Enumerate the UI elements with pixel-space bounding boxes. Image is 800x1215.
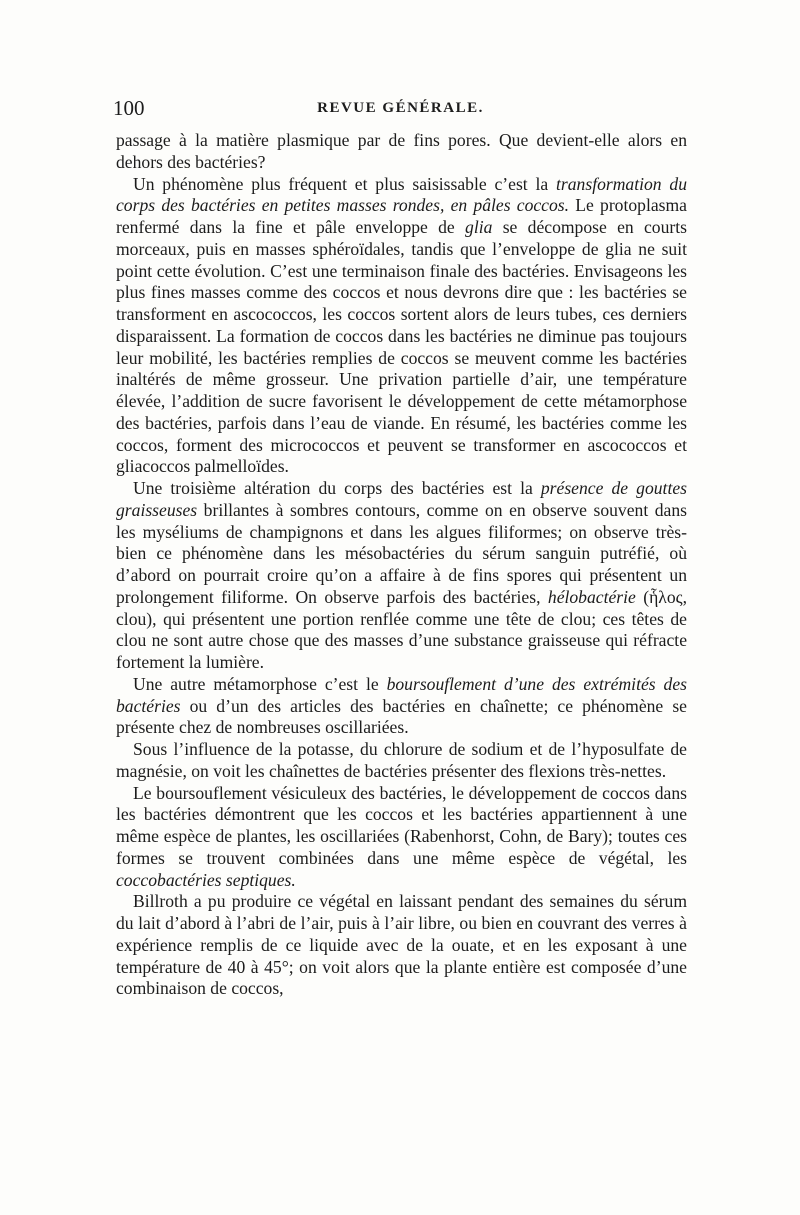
text-run: Un phénomène plus fréquent et plus saisissable c’est la xyxy=(133,173,557,194)
paragraph xyxy=(116,478,687,674)
paragraph xyxy=(116,174,687,479)
body-text xyxy=(116,130,687,1000)
italic-text: boursouflement d’une des extrémités des bactéries xyxy=(116,673,687,716)
text-run: ou d’un des articles des bactéries en chaînette; ce phénomène se présente chez de nombreuses oscillariées. xyxy=(116,695,687,738)
text-run: Billroth a pu produire ce végétal en laissant pendant des semaines du sérum du lait d’abord à l’abri de l’air, puis à l’air libre, ou bien en couvrant des verres à expérience remplis de ce liquide avec de la ouate, et en les exposant à une température de 40 à 45°; on voit alors que la plante entière est composée d’une combinaison de coccos, xyxy=(116,891,687,999)
italic-text: présence de gouttes graisseuses xyxy=(116,478,687,520)
paragraph xyxy=(116,891,687,1000)
text-run: Sous l’influence de la potasse, du chlorure de sodium et de l’hyposulfate de magnésie, on voit les chaînettes de bactéries présenter des flexions très-nettes. xyxy=(116,739,687,781)
paragraph xyxy=(116,130,687,174)
paragraph xyxy=(116,739,687,783)
page-number: 100 xyxy=(113,96,145,120)
italic-text: hélobactérie xyxy=(547,586,636,607)
text-run: (ἧλος, clou), qui présentent une portion renflée comme une tête de clou; ces têtes de clou ne sont autre chose que des masses d’une substance graisseuse qui réfracte fortement la lumière. xyxy=(116,586,687,672)
italic-text: coccobactéries septiques. xyxy=(116,869,296,890)
running-title: REVUE GÉNÉRALE. xyxy=(317,100,484,116)
text-run: Une troisième altération du corps des bactéries est la xyxy=(133,478,541,498)
paragraph xyxy=(116,783,687,892)
text-run: Le protoplasma renfermé dans la fine et pâle enveloppe de xyxy=(116,195,687,237)
text-run: brillantes à sombres contours, comme on en observe souvent dans les myséliums de champignons et dans les algues filiformes; on observe très-bien ce phénomène dans les mésobactéries du sérum sanguin putréfié, où d’abord on pourrait croire qu’on a affaire à de fins spores qui présentent un prolongement filiforme. On observe parfois des bactéries, xyxy=(116,499,687,607)
paragraph xyxy=(116,674,687,739)
text-run: Une autre métamorphose c’est le xyxy=(133,673,387,694)
italic-text: glia xyxy=(465,217,493,237)
italic-text: transformation du corps des bactéries en petites masses rondes, en pâles coccos. xyxy=(116,173,687,216)
text-run: Le boursouflement vésiculeux des bactéries, le développement de coccos dans les bactéries démontrent que les coccos et les bactéries appartiennent à une même espèce de plantes, les oscillariées (Rabenhorst, Cohn, de Bary); toutes ces formes se trouvent combinées dans une même espèce de végétal, les xyxy=(116,782,687,868)
page-header xyxy=(113,96,688,126)
text-run: se décompose en courts morceaux, puis en masses sphéroïdales, tandis que l’enveloppe de glia ne suit point cette évolution. C’est une terminaison finale des bactéries. Envisageons les plus fines masses comme des coccos et nous devrons dire que : les bactéries se transforment en ascococcos, les coccos sortent alors de leurs tubes, ces derniers disparaissent. La formation de coccos dans les bactéries ne diminue pas toujours leur mobilité, les bactéries remplies de coccos se meuvent comme les bactéries inaltérés de même grosseur. Une privation partielle d’air, une température élevée, l’addition de sucre favorisent le développement de cette métamorphose des bactéries, parfois dans l’eau de viande. En résumé, les bactéries comme les coccos, forment des micrococcos et peuvent se transformer en ascococcos et gliacoccos palmelloïdes. xyxy=(116,217,687,477)
text-run: passage à la matière plasmique par de fins pores. Que devient-elle alors en dehors des bactéries? xyxy=(116,130,687,172)
